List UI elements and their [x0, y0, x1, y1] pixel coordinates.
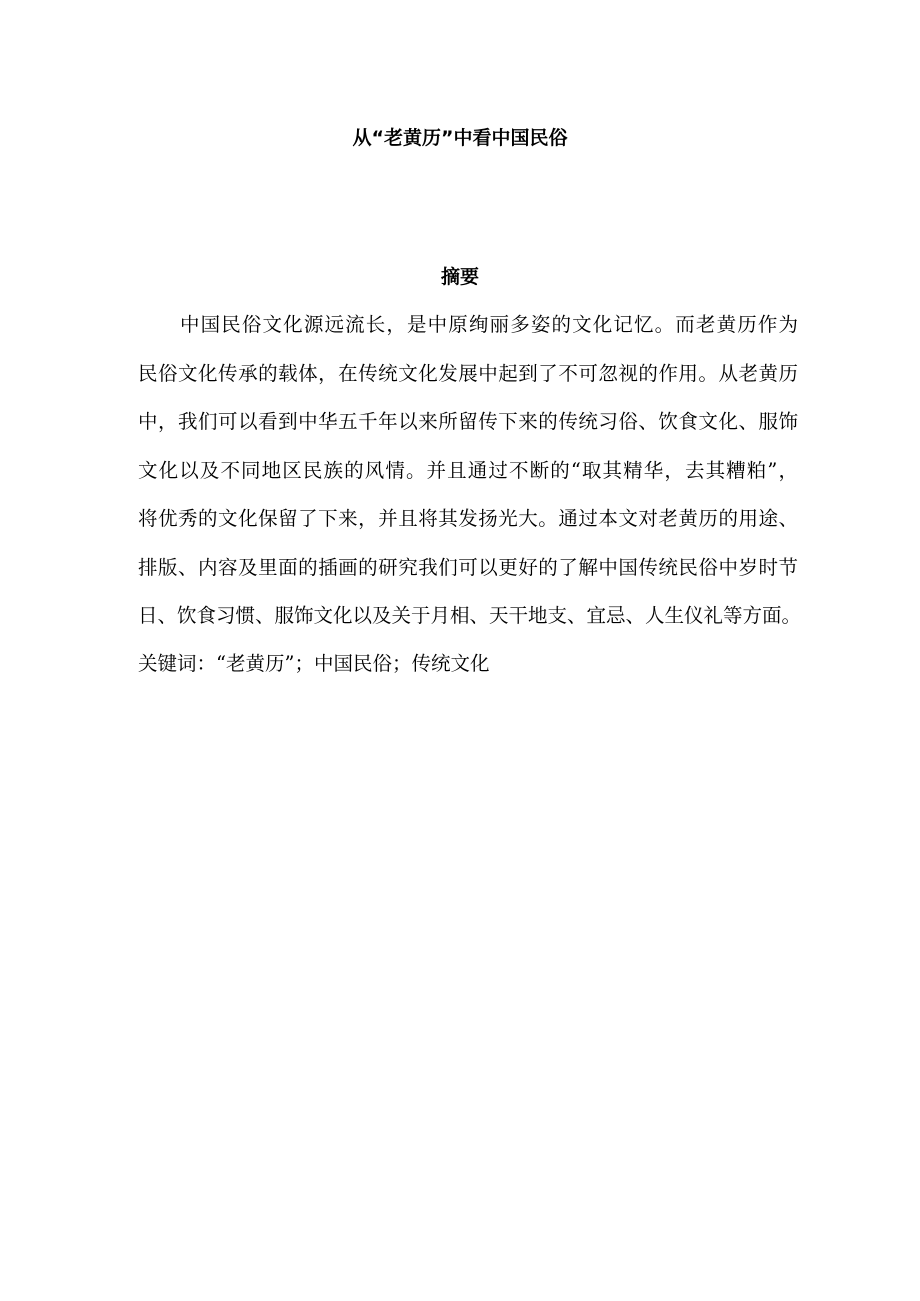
abstract-line: 中，我们可以看到中华五千年以来所留传下来的传统习俗、饮食文化、服饰	[138, 410, 798, 433]
abstract-line: 文化以及不同地区民族的风情。并且通过不断的“取其精华，去其糟粕”，	[138, 458, 798, 482]
abstract-line: 排版、内容及里面的插画的研究我们可以更好的了解中国传统民俗中岁时节	[138, 555, 798, 579]
abstract-heading: 摘要	[440, 266, 479, 288]
document-title: 从“老黄历”中看中国民俗	[352, 127, 568, 149]
abstract-line: 将优秀的文化保留了下来，并且将其发扬光大。通过本文对老黄历的用途、	[138, 507, 798, 530]
abstract-line: 日、饮食习惯、服饰文化以及关于月相、天干地支、宜忌、人生仪礼等方面。	[138, 604, 802, 627]
abstract-body	[138, 310, 802, 650]
abstract-line: 民俗文化传承的载体，在传统文化发展中起到了不可忽视的作用。从老黄历	[138, 361, 798, 385]
keywords: 关键词：“老黄历”；中国民俗；传统文化	[138, 652, 490, 675]
abstract-line: 中国民俗文化源远流长，是中原绚丽多姿的文化记忆。而老黄历作为	[180, 313, 798, 336]
